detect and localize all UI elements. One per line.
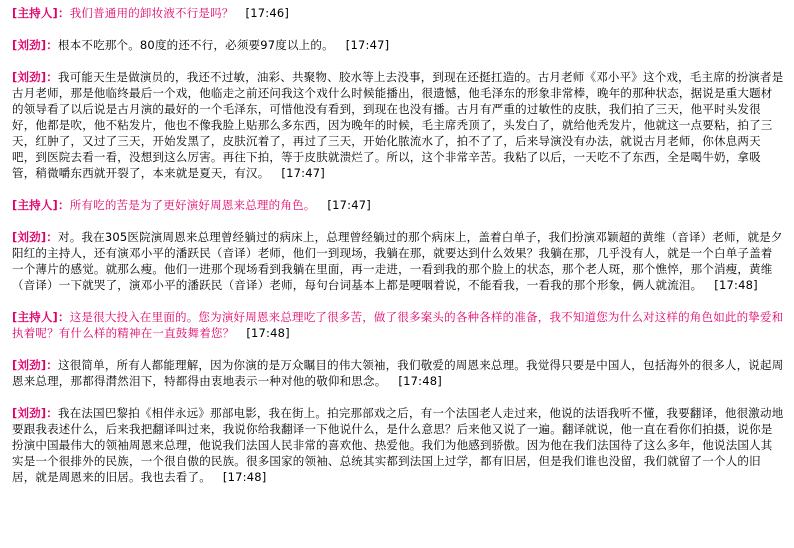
transcript-entry [12, 37, 784, 53]
entry-text: 这很简单，所有人都能理解，因为你演的是万众瞩目的伟大领袖，我们敬爱的周恩来总理。我觉得只要是中国人，包括海外的很多人，说起周恩来总理，那都得潸然泪下，特都得由衷地表示一种对他的敬仰和思念。 [12, 358, 784, 388]
timestamp: [17:48] [246, 326, 290, 340]
transcript-entry [12, 197, 784, 213]
timestamp: [17:47] [345, 38, 390, 52]
entry-text: 我们普通用的卸妆液不行是吗？ [69, 6, 234, 20]
entry-text: 根本不吃那个。80度的还不行，必须要97度以上的。 [58, 38, 334, 52]
entry-text: 我在法国巴黎拍《相伴永远》那部电影，我在街上。拍完那部戏之后，有一个法国老人走过来，他说的法语我听不懂，我要翻译，他很激动地要跟我表述什么，后来我把翻译叫过来，我说你给我翻译一下他说什么，是什么意思？后来他又说了一遍。翻译就说，他一直在看你们拍摄，说你是扮演中国最伟大的领袖周恩来总理，他说我们法国人民非常的喜欢他、热爱他。我们为他感到骄傲。因为他在我们法国待了这么多年，他说法国人其实是一个很排外的民族，一个很自傲的民族。很多国家的领袖、总统其实都到法国上过学，都有旧居，但是我们谁也没留，我们就留了一个人的旧居，就是周恩来的旧居。我也去看了。 [12, 406, 784, 484]
transcript-entry [12, 405, 784, 485]
entry-text: 我可能天生是做演员的，我还不过敏，油彩、共聚物、胶水等上去没事，到现在还挺扛造的。古月老师《邓小平》这个戏，毛主席的扮演者是古月老师，那是他临终最后一个戏，他临走之前还问我这个戏什么时候能播出，很遗憾，他毛泽东的形象非常棒，晚年的那种状态，据说是重大题材的领导看了以后说是古月演的最好的一个毛泽东，可惜他没有看到，到现在也没有播。古月有严重的过敏性的皮肤，我们拍了三天，他平时头发很好，他都是吹，他不粘发片，他也不像我脸上贴那么多东西，因为晚年的时候，毛主席秃顶了，头发白了，就给他秃发片，他就这一点要粘，拍了三天，红肿了，又过了三天，开始发黑了，皮肤沉着了，再过了三天，开始化脓流水了，拍不了了，后来导演没有办法，就说古月老师，你休息两天吧，到医院去看一看，没想到这么厉害。再往下拍，等于皮肤就溃烂了。所以，这个非常辛苦。我粘了以后，一天吃不了东西，全是喝牛奶，拿吸管，稍微嚼东西就开裂了，本来就是夏天，有汉。 [12, 70, 784, 180]
speaker-label: [主持人]： [12, 310, 70, 324]
timestamp: [17:48] [714, 278, 758, 292]
speaker-label: [刘劲]： [12, 230, 59, 244]
transcript [12, 5, 784, 501]
timestamp: [17:47] [281, 166, 325, 180]
timestamp: [17:48] [222, 470, 267, 484]
transcript-entry [12, 229, 784, 293]
timestamp: [17:47] [327, 198, 371, 212]
entry-text: 这是很大投入在里面的。您为演好周恩来总理吃了很多苦，做了很多案头的各种各样的准备，我不知道您为什么对这样的角色如此的挚爱和执着呢？有什么样的精神在一直鼓舞着您？ [12, 310, 784, 340]
entry-text: 对。我在305医院演周恩来总理曾经躺过的病床上，总理曾经躺过的那个病床上，盖着白单子，我们扮演邓颖超的黄维（音译）老师，就是夕阳红的主持人，还有演邓小平的潘跃民（音译）老师，他们一到现场，我躺在那，就要达到什么效果？我躺在那，几乎没有人，就是一个白单子盖着一个薄片的感觉。就那么瘦。他们一进那个现场看到我躺在里面，再一走进，一看到我的那个脸上的状态，那个老人斑，那个憔悴，那个消瘦，黄维（音译）一下就哭了，演邓小平的潘跃民（音译）老师，每句台词基本上都是哽咽着说，不能看我，一看我的那个形象，俩人就流泪。 [12, 230, 783, 292]
speaker-label: [主持人]： [12, 6, 70, 20]
speaker-label: [刘劲]： [12, 406, 59, 420]
speaker-label: [刘劲]： [12, 70, 59, 84]
speaker-label: [刘劲]： [12, 358, 59, 372]
timestamp: [17:46] [245, 6, 290, 20]
timestamp: [17:48] [398, 374, 442, 388]
transcript-entry [12, 5, 784, 21]
speaker-label: [刘劲]： [12, 38, 59, 52]
transcript-entry [12, 69, 784, 181]
transcript-entry [12, 357, 784, 389]
speaker-label: [主持人]： [12, 198, 70, 212]
transcript-entry [12, 309, 784, 341]
entry-text: 所有吃的苦是为了更好演好周恩来总理的角色。 [69, 198, 316, 212]
